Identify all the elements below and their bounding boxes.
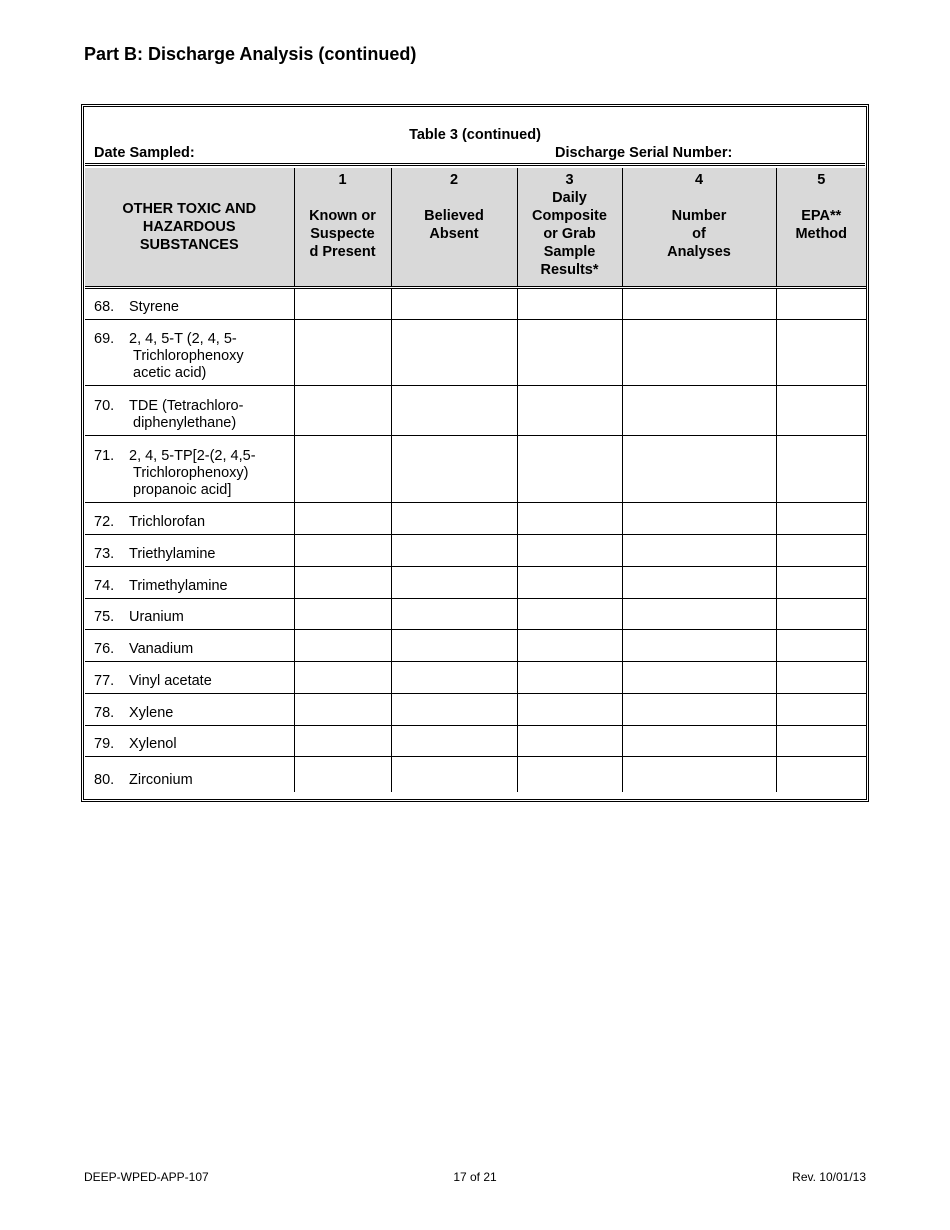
header-line: 2 — [449, 172, 459, 188]
substance-name: 2, 4, 5-TP[2-(2, 4,5- — [129, 447, 256, 464]
substance-name: Trichlorofan — [129, 513, 206, 530]
header-line — [779, 189, 865, 207]
substance-cell — [85, 725, 294, 756]
number-of-analyses-cell[interactable] — [622, 661, 776, 693]
header-line — [625, 189, 774, 207]
believed-absent-cell[interactable] — [391, 319, 517, 385]
substance-name: 2, 4, 5-T (2, 4, 5- — [129, 330, 237, 347]
substance-name: Vinyl acetate — [129, 672, 212, 689]
substance-cell — [85, 385, 294, 435]
sample-results-cell[interactable] — [517, 661, 622, 693]
header-line: Absent — [429, 226, 479, 242]
header-line: OTHER TOXIC AND — [122, 200, 257, 217]
believed-absent-cell[interactable] — [391, 756, 517, 792]
column-header-row — [85, 168, 866, 287]
header-line: Number — [671, 208, 727, 224]
header-line: Known or — [309, 208, 376, 224]
number-of-analyses-cell[interactable] — [622, 693, 776, 725]
header-substances — [85, 168, 294, 287]
sample-results-cell[interactable] — [517, 287, 622, 319]
known-or-suspected-cell[interactable] — [294, 693, 391, 725]
believed-absent-cell[interactable] — [391, 435, 517, 502]
number-of-analyses-cell[interactable] — [622, 385, 776, 435]
header-line: Sample — [543, 244, 596, 260]
table-row — [85, 598, 866, 629]
substance-name-continued: Trichlorophenoxy) — [133, 464, 249, 481]
row-number: 78. — [94, 704, 115, 721]
row-number: 71. — [94, 447, 115, 464]
header-number-of-analyses — [622, 168, 776, 287]
table-row — [85, 756, 866, 792]
header-line: 4 — [694, 172, 704, 188]
sample-results-cell[interactable] — [517, 598, 622, 629]
known-or-suspected-cell[interactable] — [294, 287, 391, 319]
page-title: Part B: Discharge Analysis (continued) — [84, 44, 417, 64]
number-of-analyses-cell[interactable] — [622, 566, 776, 598]
table-row — [85, 566, 866, 598]
row-number: 79. — [94, 735, 115, 752]
believed-absent-cell[interactable] — [391, 566, 517, 598]
number-of-analyses-cell[interactable] — [622, 756, 776, 792]
believed-absent-cell[interactable] — [391, 693, 517, 725]
substance-name: Xylene — [129, 704, 174, 721]
number-of-analyses-cell[interactable] — [622, 502, 776, 534]
substance-name: Xylenol — [129, 735, 177, 752]
header-line: Analyses — [667, 244, 731, 260]
header-known-or-suspected-present — [294, 168, 391, 287]
row-number: 70. — [94, 397, 115, 414]
header-line — [297, 189, 389, 207]
known-or-suspected-cell[interactable] — [294, 534, 391, 566]
epa-method-cell[interactable] — [776, 385, 866, 435]
known-or-suspected-cell[interactable] — [294, 566, 391, 598]
epa-method-cell[interactable] — [776, 502, 866, 534]
header-line: Results* — [540, 262, 599, 278]
sample-results-cell[interactable] — [517, 693, 622, 725]
table-row — [85, 435, 866, 502]
substance-cell — [85, 534, 294, 566]
form-id: DEEP-WPED-APP-107 — [84, 1170, 209, 1184]
row-number: 77. — [94, 672, 115, 689]
header-line: HAZARDOUS — [142, 218, 236, 235]
row-number: 68. — [94, 298, 115, 315]
number-of-analyses-cell[interactable] — [622, 287, 776, 319]
known-or-suspected-cell[interactable] — [294, 629, 391, 661]
row-number: 75. — [94, 608, 115, 625]
header-line: or Grab — [543, 226, 596, 242]
number-of-analyses-cell[interactable] — [622, 435, 776, 502]
epa-method-cell[interactable] — [776, 725, 866, 756]
substance-cell — [85, 435, 294, 502]
row-number: 74. — [94, 577, 115, 594]
table-title: Table 3 (continued) — [409, 127, 541, 143]
table-row — [85, 502, 866, 534]
substance-name: Styrene — [129, 298, 179, 315]
substance-name: Vanadium — [129, 640, 194, 657]
header-epa-method — [776, 168, 866, 287]
table-header-band — [85, 108, 865, 166]
sample-results-cell[interactable] — [517, 502, 622, 534]
substance-name-continued: acetic acid) — [133, 364, 207, 381]
sample-results-cell[interactable] — [517, 566, 622, 598]
known-or-suspected-cell[interactable] — [294, 598, 391, 629]
known-or-suspected-cell[interactable] — [294, 661, 391, 693]
believed-absent-cell[interactable] — [391, 502, 517, 534]
header-line: EPA** — [801, 208, 842, 224]
header-sample-results — [517, 168, 622, 287]
sample-results-cell[interactable] — [517, 629, 622, 661]
epa-method-cell[interactable] — [776, 435, 866, 502]
believed-absent-cell[interactable] — [391, 629, 517, 661]
substance-name: TDE (Tetrachloro- — [129, 397, 244, 414]
number-of-analyses-cell[interactable] — [622, 319, 776, 385]
sample-results-cell[interactable] — [517, 725, 622, 756]
substance-cell — [85, 319, 294, 385]
header-line: Suspecte — [310, 226, 375, 242]
header-line: d Present — [309, 244, 376, 260]
substance-name: Uranium — [129, 608, 184, 625]
substance-cell — [85, 502, 294, 534]
table-row — [85, 725, 866, 756]
header-line — [394, 189, 515, 207]
epa-method-cell[interactable] — [776, 661, 866, 693]
revision-date: Rev. 10/01/13 — [792, 1170, 866, 1184]
sample-results-cell[interactable] — [517, 435, 622, 502]
header-line: Daily — [552, 190, 587, 206]
substance-cell — [85, 629, 294, 661]
epa-method-cell[interactable] — [776, 319, 866, 385]
substance-name: Trimethylamine — [129, 577, 228, 594]
epa-method-cell[interactable] — [776, 598, 866, 629]
epa-method-cell[interactable] — [776, 756, 866, 792]
table-row — [85, 661, 866, 693]
header-line: Believed — [424, 208, 484, 224]
header-line: SUBSTANCES — [139, 236, 239, 253]
header-line: 5 — [817, 172, 826, 188]
substance-name: Zirconium — [129, 772, 193, 788]
known-or-suspected-cell[interactable] — [294, 435, 391, 502]
sample-results-cell[interactable] — [517, 319, 622, 385]
substance-name: Triethylamine — [129, 545, 216, 562]
sample-results-cell[interactable] — [517, 534, 622, 566]
header-line: 3 — [565, 172, 574, 188]
row-number: 69. — [94, 330, 115, 347]
header-line: Method — [795, 226, 848, 242]
substance-cell — [85, 756, 294, 792]
believed-absent-cell[interactable] — [391, 661, 517, 693]
header-line: Composite — [532, 208, 607, 224]
substance-name-continued: Trichlorophenoxy — [133, 347, 244, 364]
substance-name-continued: propanoic acid] — [133, 481, 232, 498]
known-or-suspected-cell[interactable] — [294, 385, 391, 435]
number-of-analyses-cell[interactable] — [622, 534, 776, 566]
row-number: 76. — [94, 640, 115, 657]
header-believed-absent — [391, 168, 517, 287]
table-row — [85, 629, 866, 661]
table-row — [85, 385, 866, 435]
epa-method-cell[interactable] — [776, 629, 866, 661]
sample-results-cell[interactable] — [517, 756, 622, 792]
table-row — [85, 693, 866, 725]
discharge-serial-number-label: Discharge Serial Number: — [555, 145, 733, 161]
substance-cell — [85, 287, 294, 319]
substance-cell — [85, 598, 294, 629]
substance-cell — [85, 566, 294, 598]
row-number: 80. — [94, 772, 115, 788]
epa-method-cell[interactable] — [776, 534, 866, 566]
substance-rows — [85, 287, 866, 792]
believed-absent-cell[interactable] — [391, 287, 517, 319]
date-sampled-label: Date Sampled: — [94, 145, 195, 161]
believed-absent-cell[interactable] — [391, 385, 517, 435]
row-number: 72. — [94, 513, 115, 530]
table-row — [85, 319, 866, 385]
believed-absent-cell[interactable] — [391, 598, 517, 629]
known-or-suspected-cell[interactable] — [294, 319, 391, 385]
header-line: of — [692, 226, 706, 242]
number-of-analyses-cell[interactable] — [622, 629, 776, 661]
known-or-suspected-cell[interactable] — [294, 756, 391, 792]
number-of-analyses-cell[interactable] — [622, 725, 776, 756]
substance-cell — [85, 661, 294, 693]
believed-absent-cell[interactable] — [391, 725, 517, 756]
substance-name-continued: diphenylethane) — [133, 414, 237, 431]
header-line: 1 — [338, 172, 347, 188]
table-row — [85, 287, 866, 319]
epa-method-cell[interactable] — [776, 566, 866, 598]
page-number: 17 of 21 — [453, 1170, 497, 1184]
known-or-suspected-cell[interactable] — [294, 725, 391, 756]
epa-method-cell[interactable] — [776, 287, 866, 319]
substance-cell — [85, 693, 294, 725]
epa-method-cell[interactable] — [776, 693, 866, 725]
sample-results-cell[interactable] — [517, 385, 622, 435]
number-of-analyses-cell[interactable] — [622, 598, 776, 629]
known-or-suspected-cell[interactable] — [294, 502, 391, 534]
row-number: 73. — [94, 545, 115, 562]
believed-absent-cell[interactable] — [391, 534, 517, 566]
substances-table — [85, 168, 866, 792]
table-row — [85, 534, 866, 566]
